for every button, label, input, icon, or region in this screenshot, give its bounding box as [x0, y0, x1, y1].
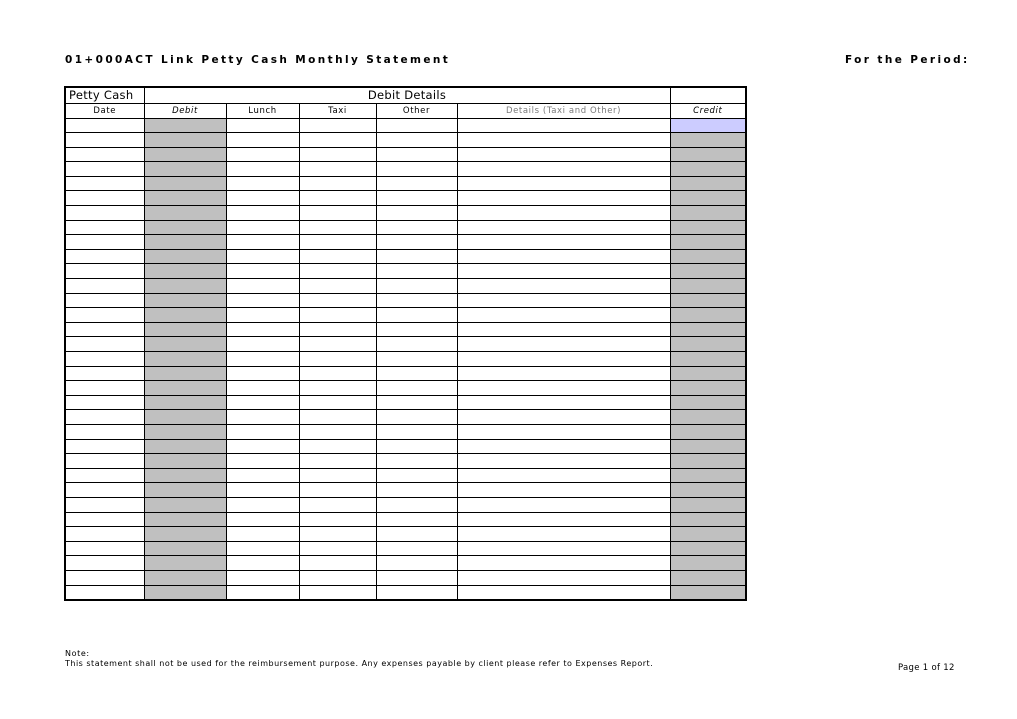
cell-details[interactable]	[457, 381, 670, 396]
cell-details[interactable]	[457, 512, 670, 527]
cell-lunch[interactable]	[226, 162, 299, 177]
cell-date[interactable]	[65, 395, 144, 410]
cell-taxi[interactable]	[299, 366, 376, 381]
cell-taxi[interactable]	[299, 337, 376, 352]
table-row	[65, 220, 746, 235]
cell-other[interactable]	[376, 439, 457, 454]
cell-other[interactable]	[376, 483, 457, 498]
cell-other[interactable]	[376, 556, 457, 571]
cell-credit[interactable]	[670, 395, 746, 410]
cell-lunch[interactable]	[226, 541, 299, 556]
cell-credit[interactable]	[670, 366, 746, 381]
column-header-date: Date	[65, 103, 144, 118]
cell-lunch[interactable]	[226, 264, 299, 279]
cell-other[interactable]	[376, 206, 457, 221]
cell-lunch[interactable]	[226, 191, 299, 206]
cell-taxi[interactable]	[299, 162, 376, 177]
group-header-blank	[670, 87, 746, 103]
cell-details[interactable]	[457, 570, 670, 585]
table-row	[65, 322, 746, 337]
cell-lunch[interactable]	[226, 322, 299, 337]
cell-lunch[interactable]	[226, 293, 299, 308]
cell-other[interactable]	[376, 147, 457, 162]
cell-taxi[interactable]	[299, 293, 376, 308]
cell-taxi[interactable]	[299, 381, 376, 396]
cell-other[interactable]	[376, 497, 457, 512]
cell-credit[interactable]	[670, 410, 746, 425]
cell-credit[interactable]	[670, 527, 746, 542]
table-row	[65, 249, 746, 264]
table-row	[65, 162, 746, 177]
table-row	[65, 381, 746, 396]
cell-lunch[interactable]	[226, 424, 299, 439]
table-row	[65, 176, 746, 191]
cell-lunch[interactable]	[226, 337, 299, 352]
cell-taxi[interactable]	[299, 468, 376, 483]
cell-details[interactable]	[457, 206, 670, 221]
cell-debit[interactable]	[144, 279, 226, 294]
cell-date[interactable]	[65, 410, 144, 425]
cell-debit[interactable]	[144, 322, 226, 337]
table-row	[65, 512, 746, 527]
cell-credit[interactable]	[670, 352, 746, 367]
cell-other[interactable]	[376, 352, 457, 367]
cell-details[interactable]	[457, 424, 670, 439]
cell-taxi[interactable]	[299, 264, 376, 279]
cell-debit[interactable]	[144, 468, 226, 483]
table-row	[65, 206, 746, 221]
cell-details[interactable]	[457, 162, 670, 177]
cell-other[interactable]	[376, 337, 457, 352]
cell-taxi[interactable]	[299, 220, 376, 235]
cell-debit[interactable]	[144, 220, 226, 235]
cell-date[interactable]	[65, 308, 144, 323]
cell-details[interactable]	[457, 322, 670, 337]
cell-taxi[interactable]	[299, 424, 376, 439]
cell-details[interactable]	[457, 308, 670, 323]
cell-other[interactable]	[376, 118, 457, 133]
cell-details[interactable]	[457, 454, 670, 469]
period-label: For the Period:	[845, 54, 970, 66]
cell-date[interactable]	[65, 454, 144, 469]
cell-details[interactable]	[457, 264, 670, 279]
cell-lunch[interactable]	[226, 570, 299, 585]
cell-taxi[interactable]	[299, 483, 376, 498]
table-row	[65, 570, 746, 585]
cell-other[interactable]	[376, 249, 457, 264]
cell-details[interactable]	[457, 468, 670, 483]
cell-other[interactable]	[376, 191, 457, 206]
cell-debit[interactable]	[144, 381, 226, 396]
cell-credit[interactable]	[670, 191, 746, 206]
cell-other[interactable]	[376, 322, 457, 337]
table-row	[65, 308, 746, 323]
table-row	[65, 133, 746, 148]
cell-lunch[interactable]	[226, 118, 299, 133]
cell-date[interactable]	[65, 206, 144, 221]
cell-debit[interactable]	[144, 439, 226, 454]
cell-lunch[interactable]	[226, 366, 299, 381]
cell-credit[interactable]	[670, 454, 746, 469]
cell-details[interactable]	[457, 395, 670, 410]
cell-date[interactable]	[65, 235, 144, 250]
cell-lunch[interactable]	[226, 512, 299, 527]
cell-credit[interactable]	[670, 497, 746, 512]
cell-lunch[interactable]	[226, 147, 299, 162]
table-row	[65, 527, 746, 542]
cell-other[interactable]	[376, 176, 457, 191]
cell-debit[interactable]	[144, 512, 226, 527]
cell-date[interactable]	[65, 147, 144, 162]
cell-details[interactable]	[457, 527, 670, 542]
cell-lunch[interactable]	[226, 527, 299, 542]
page-number: Page 1 of 12	[898, 663, 955, 673]
table-row	[65, 118, 746, 133]
cell-other[interactable]	[376, 454, 457, 469]
cell-details[interactable]	[457, 147, 670, 162]
cell-other[interactable]	[376, 381, 457, 396]
cell-taxi[interactable]	[299, 410, 376, 425]
cell-lunch[interactable]	[226, 497, 299, 512]
cell-credit[interactable]	[670, 176, 746, 191]
cell-debit[interactable]	[144, 249, 226, 264]
cell-debit[interactable]	[144, 162, 226, 177]
cell-lunch[interactable]	[226, 381, 299, 396]
cell-lunch[interactable]	[226, 133, 299, 148]
cell-details[interactable]	[457, 279, 670, 294]
cell-debit[interactable]	[144, 147, 226, 162]
cell-taxi[interactable]	[299, 497, 376, 512]
cell-date[interactable]	[65, 468, 144, 483]
cell-date[interactable]	[65, 264, 144, 279]
cell-date[interactable]	[65, 118, 144, 133]
table-row	[65, 279, 746, 294]
cell-other[interactable]	[376, 220, 457, 235]
table-row	[65, 585, 746, 600]
cell-debit[interactable]	[144, 352, 226, 367]
cell-credit[interactable]	[670, 308, 746, 323]
cell-taxi[interactable]	[299, 147, 376, 162]
cell-debit[interactable]	[144, 424, 226, 439]
cell-debit[interactable]	[144, 118, 226, 133]
cell-taxi[interactable]	[299, 541, 376, 556]
cell-other[interactable]	[376, 512, 457, 527]
cell-debit[interactable]	[144, 454, 226, 469]
cell-details[interactable]	[457, 497, 670, 512]
cell-debit[interactable]	[144, 206, 226, 221]
cell-debit[interactable]	[144, 410, 226, 425]
cell-credit[interactable]	[670, 162, 746, 177]
cell-lunch[interactable]	[226, 585, 299, 600]
cell-date[interactable]	[65, 570, 144, 585]
cell-credit[interactable]	[670, 556, 746, 571]
cell-date[interactable]	[65, 293, 144, 308]
cell-details[interactable]	[457, 235, 670, 250]
cell-lunch[interactable]	[226, 395, 299, 410]
cell-taxi[interactable]	[299, 249, 376, 264]
cell-taxi[interactable]	[299, 454, 376, 469]
column-header-lunch: Lunch	[226, 103, 299, 118]
cell-taxi[interactable]	[299, 439, 376, 454]
cell-taxi[interactable]	[299, 191, 376, 206]
cell-credit[interactable]	[670, 541, 746, 556]
cell-credit[interactable]	[670, 264, 746, 279]
cell-credit[interactable]	[670, 570, 746, 585]
cell-lunch[interactable]	[226, 483, 299, 498]
cell-details[interactable]	[457, 176, 670, 191]
table-row	[65, 541, 746, 556]
cell-other[interactable]	[376, 293, 457, 308]
cell-credit[interactable]	[670, 118, 746, 133]
cell-credit[interactable]	[670, 468, 746, 483]
cell-taxi[interactable]	[299, 527, 376, 542]
table-row	[65, 439, 746, 454]
cell-debit[interactable]	[144, 483, 226, 498]
cell-taxi[interactable]	[299, 512, 376, 527]
cell-date[interactable]	[65, 162, 144, 177]
cell-debit[interactable]	[144, 541, 226, 556]
cell-date[interactable]	[65, 381, 144, 396]
table-row	[65, 191, 746, 206]
table-row	[65, 293, 746, 308]
cell-lunch[interactable]	[226, 249, 299, 264]
cell-taxi[interactable]	[299, 206, 376, 221]
cell-details[interactable]	[457, 118, 670, 133]
cell-lunch[interactable]	[226, 206, 299, 221]
cell-credit[interactable]	[670, 249, 746, 264]
cell-other[interactable]	[376, 279, 457, 294]
cell-debit[interactable]	[144, 527, 226, 542]
cell-lunch[interactable]	[226, 235, 299, 250]
cell-debit[interactable]	[144, 264, 226, 279]
cell-other[interactable]	[376, 570, 457, 585]
cell-taxi[interactable]	[299, 322, 376, 337]
cell-credit[interactable]	[670, 147, 746, 162]
cell-date[interactable]	[65, 366, 144, 381]
cell-credit[interactable]	[670, 220, 746, 235]
table-row	[65, 424, 746, 439]
cell-other[interactable]	[376, 264, 457, 279]
cell-taxi[interactable]	[299, 118, 376, 133]
petty-cash-table	[64, 86, 747, 601]
table-row	[65, 337, 746, 352]
cell-taxi[interactable]	[299, 585, 376, 600]
cell-lunch[interactable]	[226, 439, 299, 454]
cell-lunch[interactable]	[226, 279, 299, 294]
cell-date[interactable]	[65, 220, 144, 235]
cell-debit[interactable]	[144, 191, 226, 206]
cell-debit[interactable]	[144, 395, 226, 410]
cell-details[interactable]	[457, 585, 670, 600]
cell-credit[interactable]	[670, 585, 746, 600]
cell-taxi[interactable]	[299, 279, 376, 294]
cell-debit[interactable]	[144, 366, 226, 381]
cell-date[interactable]	[65, 585, 144, 600]
cell-credit[interactable]	[670, 424, 746, 439]
cell-date[interactable]	[65, 249, 144, 264]
cell-credit[interactable]	[670, 483, 746, 498]
cell-other[interactable]	[376, 410, 457, 425]
cell-date[interactable]	[65, 322, 144, 337]
cell-details[interactable]	[457, 541, 670, 556]
table-row	[65, 410, 746, 425]
group-header-petty-cash: Petty Cash	[65, 87, 144, 103]
cell-taxi[interactable]	[299, 176, 376, 191]
cell-details[interactable]	[457, 352, 670, 367]
cell-lunch[interactable]	[226, 176, 299, 191]
cell-debit[interactable]	[144, 308, 226, 323]
cell-debit[interactable]	[144, 235, 226, 250]
cell-details[interactable]	[457, 133, 670, 148]
table-row	[65, 454, 746, 469]
cell-details[interactable]	[457, 220, 670, 235]
cell-credit[interactable]	[670, 133, 746, 148]
cell-date[interactable]	[65, 133, 144, 148]
cell-lunch[interactable]	[226, 556, 299, 571]
table-row	[65, 468, 746, 483]
cell-date[interactable]	[65, 279, 144, 294]
cell-taxi[interactable]	[299, 395, 376, 410]
cell-other[interactable]	[376, 308, 457, 323]
cell-credit[interactable]	[670, 235, 746, 250]
cell-date[interactable]	[65, 176, 144, 191]
cell-date[interactable]	[65, 512, 144, 527]
column-header-credit: Credit	[670, 103, 746, 118]
cell-lunch[interactable]	[226, 308, 299, 323]
cell-date[interactable]	[65, 424, 144, 439]
table-row	[65, 366, 746, 381]
cell-other[interactable]	[376, 235, 457, 250]
cell-debit[interactable]	[144, 570, 226, 585]
cell-other[interactable]	[376, 468, 457, 483]
group-header-debit-details: Debit Details	[144, 87, 670, 103]
cell-date[interactable]	[65, 483, 144, 498]
cell-other[interactable]	[376, 395, 457, 410]
cell-details[interactable]	[457, 293, 670, 308]
cell-details[interactable]	[457, 337, 670, 352]
cell-date[interactable]	[65, 352, 144, 367]
column-header-details: Details (Taxi and Other)	[457, 103, 670, 118]
column-header-taxi: Taxi	[299, 103, 376, 118]
cell-other[interactable]	[376, 133, 457, 148]
cell-taxi[interactable]	[299, 133, 376, 148]
cell-date[interactable]	[65, 497, 144, 512]
table-row	[65, 556, 746, 571]
cell-date[interactable]	[65, 541, 144, 556]
cell-date[interactable]	[65, 337, 144, 352]
cell-lunch[interactable]	[226, 454, 299, 469]
cell-taxi[interactable]	[299, 308, 376, 323]
table-row	[65, 352, 746, 367]
cell-debit[interactable]	[144, 585, 226, 600]
cell-other[interactable]	[376, 541, 457, 556]
cell-other[interactable]	[376, 424, 457, 439]
cell-credit[interactable]	[670, 322, 746, 337]
cell-taxi[interactable]	[299, 235, 376, 250]
cell-details[interactable]	[457, 439, 670, 454]
cell-taxi[interactable]	[299, 570, 376, 585]
table-row	[65, 483, 746, 498]
column-header-other: Other	[376, 103, 457, 118]
column-header-debit: Debit	[144, 103, 226, 118]
cell-credit[interactable]	[670, 279, 746, 294]
cell-debit[interactable]	[144, 133, 226, 148]
cell-details[interactable]	[457, 249, 670, 264]
cell-credit[interactable]	[670, 337, 746, 352]
cell-lunch[interactable]	[226, 220, 299, 235]
cell-details[interactable]	[457, 191, 670, 206]
cell-lunch[interactable]	[226, 352, 299, 367]
cell-credit[interactable]	[670, 293, 746, 308]
cell-debit[interactable]	[144, 556, 226, 571]
cell-details[interactable]	[457, 556, 670, 571]
cell-taxi[interactable]	[299, 352, 376, 367]
cell-taxi[interactable]	[299, 556, 376, 571]
table-row	[65, 497, 746, 512]
table-row	[65, 264, 746, 279]
cell-date[interactable]	[65, 439, 144, 454]
cell-lunch[interactable]	[226, 410, 299, 425]
cell-debit[interactable]	[144, 293, 226, 308]
cell-other[interactable]	[376, 527, 457, 542]
cell-debit[interactable]	[144, 497, 226, 512]
cell-details[interactable]	[457, 483, 670, 498]
cell-credit[interactable]	[670, 439, 746, 454]
cell-debit[interactable]	[144, 176, 226, 191]
cell-date[interactable]	[65, 556, 144, 571]
table-row	[65, 395, 746, 410]
cell-date[interactable]	[65, 527, 144, 542]
cell-details[interactable]	[457, 366, 670, 381]
document-title: 01+000ACT Link Petty Cash Monthly Statement	[65, 54, 451, 66]
note-label: Note:	[65, 649, 90, 658]
cell-other[interactable]	[376, 585, 457, 600]
cell-credit[interactable]	[670, 381, 746, 396]
table-row	[65, 235, 746, 250]
table-row	[65, 147, 746, 162]
cell-details[interactable]	[457, 410, 670, 425]
cell-lunch[interactable]	[226, 468, 299, 483]
cell-credit[interactable]	[670, 206, 746, 221]
cell-credit[interactable]	[670, 512, 746, 527]
cell-date[interactable]	[65, 191, 144, 206]
note-text: This statement shall not be used for the reimbursement purpose. Any expenses payable by client please refer to Expenses Report.	[65, 659, 654, 668]
cell-debit[interactable]	[144, 337, 226, 352]
cell-other[interactable]	[376, 366, 457, 381]
cell-other[interactable]	[376, 162, 457, 177]
